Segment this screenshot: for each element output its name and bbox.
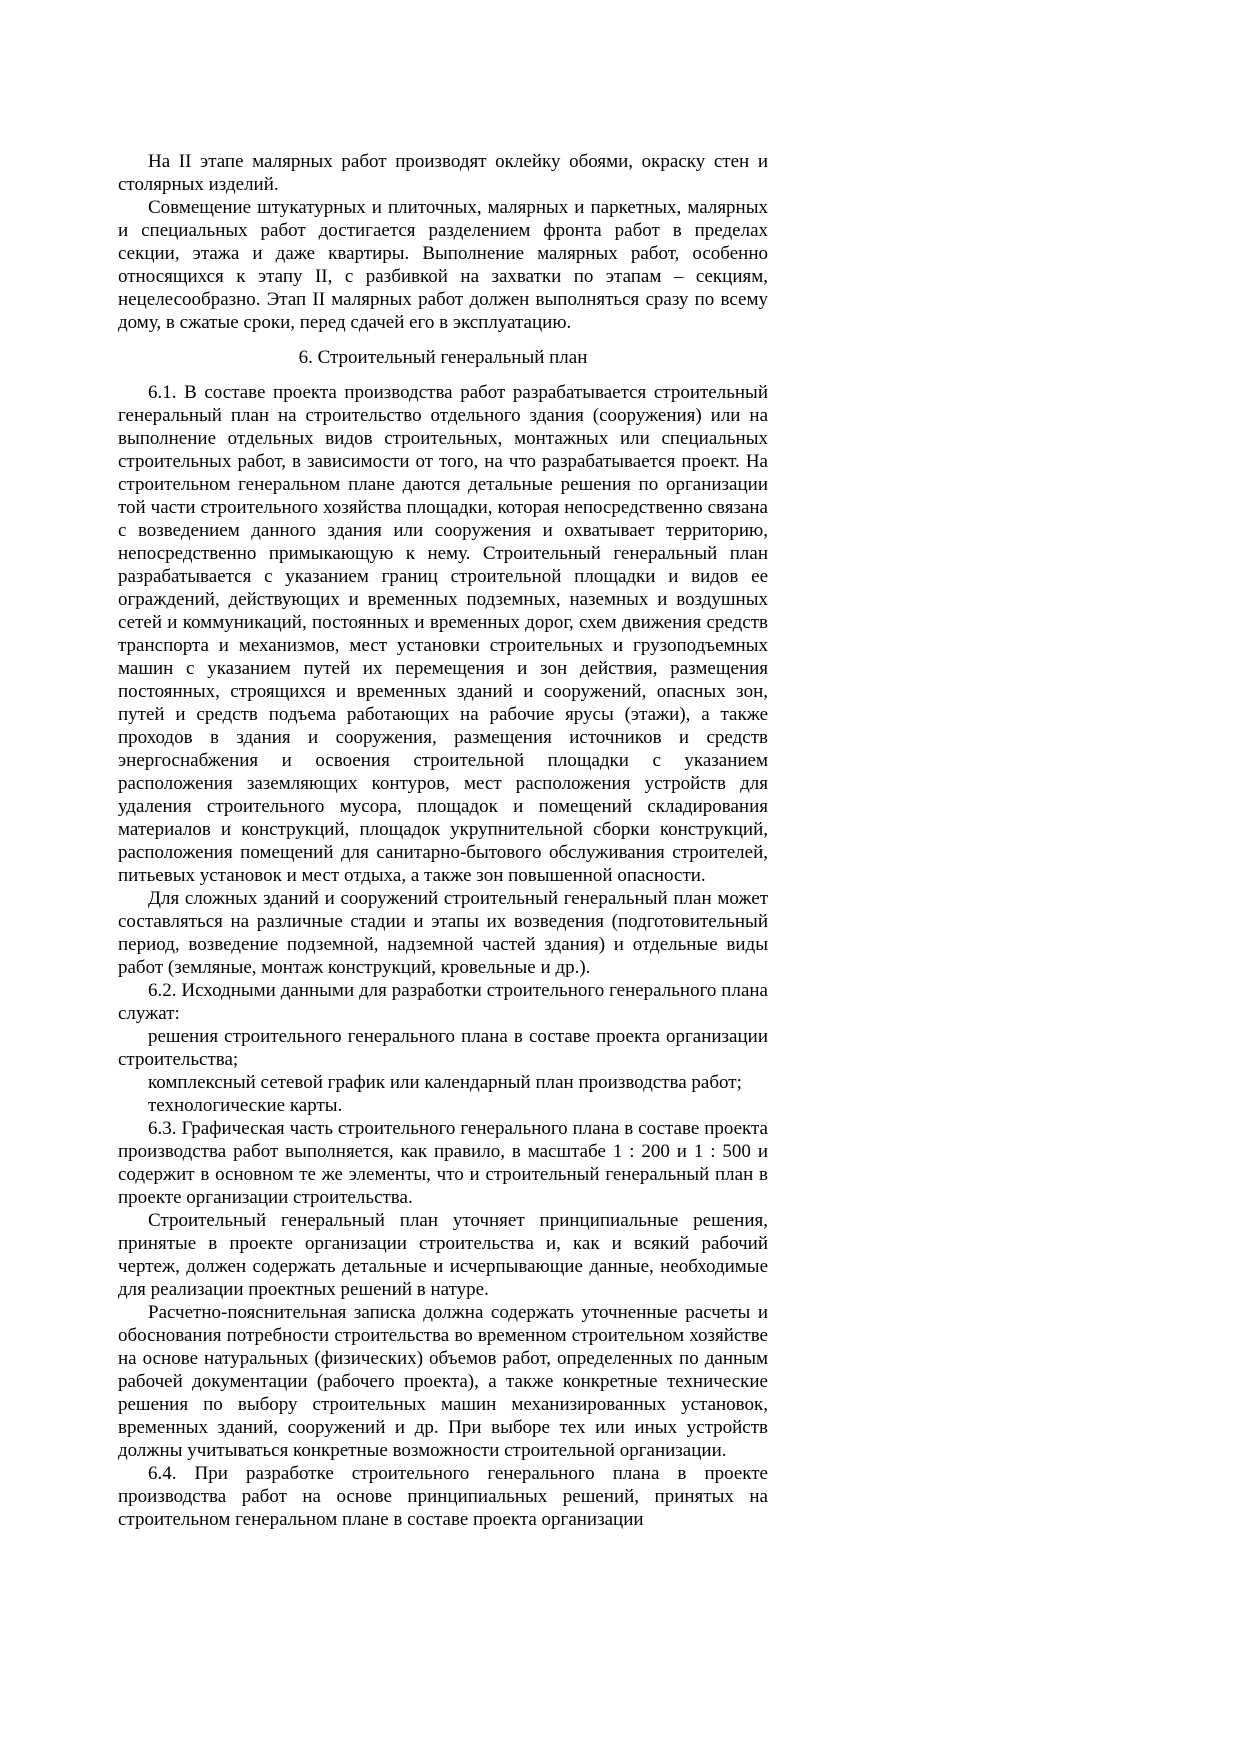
paragraph-complex-buildings: Для сложных зданий и сооружений строительный генеральный план может составляться на различные стадии и этапы их возведения (подготовительный период, возведение подземной, надземной частей здания) и отдельные виды работ (земляные, монтаж конструкций, кровельные и др.). [118, 888, 768, 978]
list-item-network-schedule: комплексный сетевой график или календарный план производства работ; [148, 1072, 742, 1093]
paragraph-6-3: 6.3. Графическая часть строительного генерального плана в составе проекта производства работ выполняется, как правило, в масштабе 1 : 200 и 1 : 500 и содержит в основном те же элементы, что и строительный генеральный план в проекте организации строительства. [118, 1118, 768, 1208]
document-page [118, 150, 768, 1531]
list-item-technological-maps: технологические карты. [148, 1095, 343, 1116]
paragraph-6-2: 6.2. Исходными данными для разработки строительного генерального плана служат: [118, 980, 768, 1024]
paragraph-stage-two-painting: На II этапе малярных работ производят оклейку обоями, окраску стен и столярных изделий. [118, 151, 768, 195]
paragraph-combining-works: Совмещение штукатурных и плиточных, малярных и паркетных, малярных и специальных работ достигается разделением фронта работ в пределах секции, этажа и даже квартиры. Выполнение малярных работ, особенно относящихся к этапу II, с разбивкой на захватки по этапам – секциям, нецелесообразно. Этап II малярных работ должен выполняться сразу по всему дому, в сжатые сроки, перед сдачей его в эксплуатацию. [118, 197, 768, 333]
list-item-construction-plan-decisions: решения строительного генерального плана в составе проекта организации строительства; [118, 1026, 768, 1070]
paragraph-6-1: 6.1. В составе проекта производства работ разрабатывается строительный генеральный план на строительство отдельного здания (сооружения) или на выполнение отдельных видов строительных, монтажных или специальных строительных работ, в зависимости от того, на что разрабатывается проект. На строительном генеральном плане даются детальные решения по организации той части строительного хозяйства площадки, которая непосредственно связана с возведением данного здания или сооружения и охватывает территорию, непосредственно примыкающую к нему. Строительный генеральный план разрабатывается с указанием границ строительной площадки и видов ее ограждений, действующих и временных подземных, наземных и воздушных сетей и коммуникаций, постоянных и временных дорог, схем движения средств транспорта и механизмов, мест установки строительных и грузоподъемных машин с указанием путей их перемещения и зон действия, размещения постоянных, строящихся и временных зданий и сооружений, опасных зон, путей и средств подъема работающих на рабочие ярусы (этажи), а также проходов в здания и сооружения, размещения источников и средств энергоснабжения и освоения строительной площадки с указанием расположения заземляющих контуров, мест расположения устройств для удаления строительного мусора, площадок и помещений складирования материалов и конструкций, площадок укрупнительной сборки конструкций, расположения помещений для санитарно-бытового обслуживания строителей, питьевых установок и мест отдыха, а также зон повышенной опасности. [118, 382, 768, 886]
paragraph-6-4: 6.4. При разработке строительного генерального плана в проекте производства работ на основе принципиальных решений, принятых на строительном генеральном плане в составе проекта организации [118, 1463, 768, 1530]
paragraph-plan-refinement: Строительный генеральный план уточняет принципиальные решения, принятые в проекте организации строительства и, как и всякий рабочий чертеж, должен содержать детальные и исчерпывающие данные, необходимые для реализации проектных решений в натуре. [118, 1210, 768, 1300]
paragraph-explanatory-note: Расчетно-пояснительная записка должна содержать уточненные расчеты и обоснования потребности строительства во временном строительном хозяйстве на основе натуральных (физических) объемов работ, определенных по данным рабочей документации (рабочего проекта), а также конкретные технические решения по выбору строительных машин механизированных установок, временных зданий, сооружений и др. При выборе тех или иных устройств должны учитываться конкретные возможности строительной организации. [118, 1302, 768, 1461]
section-heading: 6. Строительный генеральный план [298, 347, 588, 368]
